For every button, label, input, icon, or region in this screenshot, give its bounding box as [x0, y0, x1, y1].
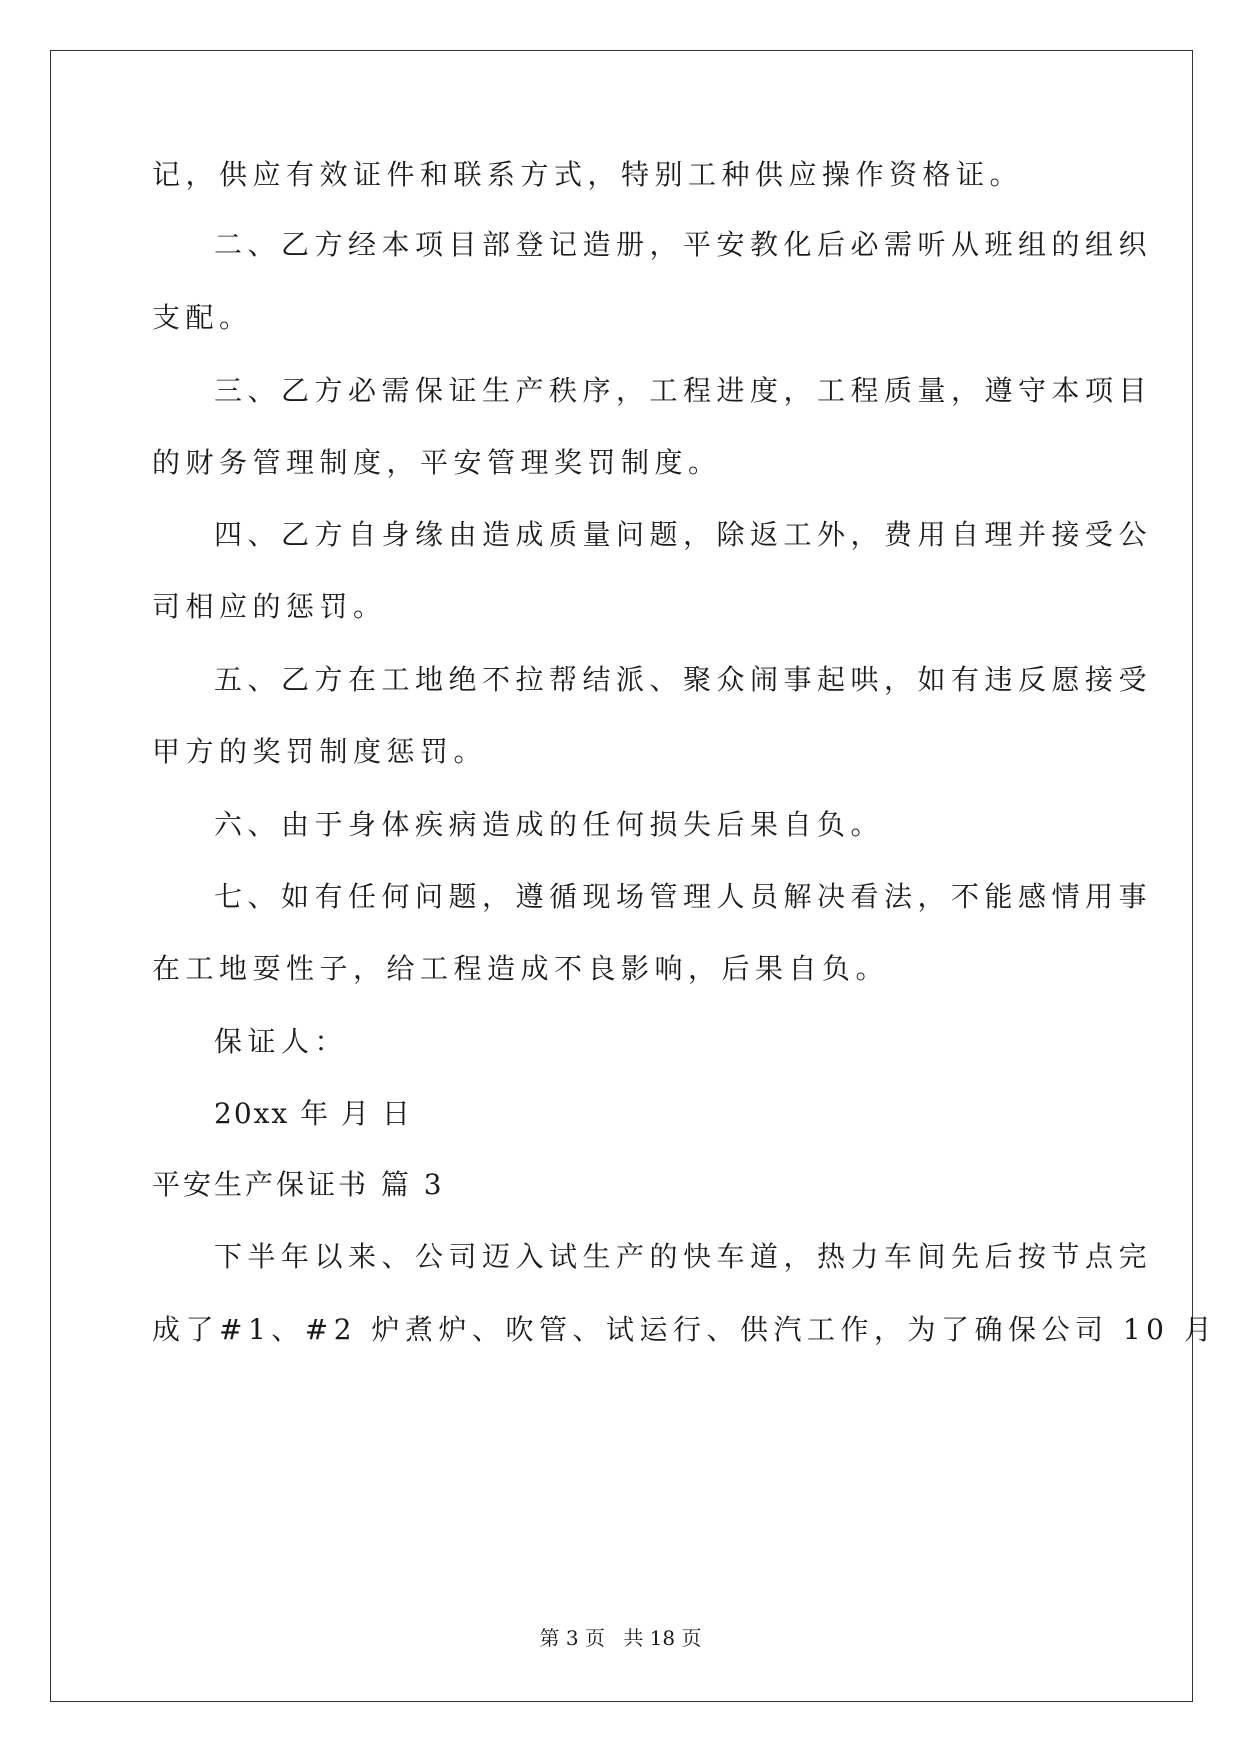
- page-footer: [0, 1624, 1241, 1652]
- signatory-label: 保证人：: [214, 1025, 349, 1058]
- body-line: 下半年以来、公司迈入试生产的快车道，热力车间先后按节点完: [214, 1240, 1153, 1273]
- body-line: 支配。: [152, 301, 253, 334]
- body-line: 七、如有任何问题，遵循现场管理人员解决看法，不能感情用事: [214, 880, 1153, 913]
- body-line: 五、乙方在工地绝不拉帮结派、聚众闹事起哄，如有违反愿接受: [214, 663, 1153, 696]
- body-line: 甲方的奖罚制度惩罚。: [152, 735, 488, 768]
- page-total: 共 18 页: [623, 1626, 702, 1650]
- body-line: 成了#1、#2 炉煮炉、吹管、试运行、供汽工作，为了确保公司 10 月: [152, 1313, 1218, 1346]
- body-line: 司相应的惩罚。: [152, 590, 387, 623]
- body-line: 六、由于身体疾病造成的任何损失后果自负。: [214, 808, 885, 841]
- body-line: 二、乙方经本项目部登记造册，平安教化后必需听从班组的组织: [214, 228, 1153, 261]
- page-number: 第 3 页: [539, 1626, 605, 1650]
- body-line: 四、乙方自身缘由造成质量问题，除返工外，费用自理并接受公: [214, 518, 1153, 551]
- body-line: 记，供应有效证件和联系方式，特别工种供应操作资格证。: [152, 158, 1024, 191]
- date-line: 20xx 年 月 日: [214, 1097, 412, 1130]
- section-heading: 平安生产保证书 篇 3: [152, 1168, 445, 1201]
- body-line: 三、乙方必需保证生产秩序，工程进度，工程质量，遵守本项目: [214, 374, 1153, 407]
- body-line: 在工地耍性子，给工程造成不良影响，后果自负。: [152, 952, 890, 985]
- body-line: 的财务管理制度，平安管理奖罚制度。: [152, 446, 722, 479]
